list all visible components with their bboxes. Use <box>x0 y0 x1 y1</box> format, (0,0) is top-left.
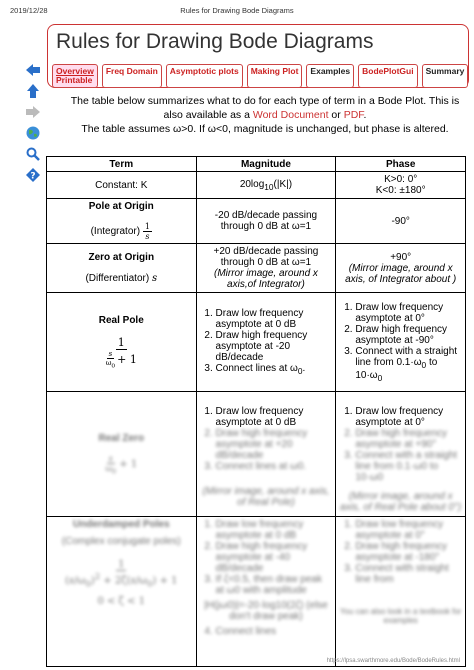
zero-origin-phase-value: +90° <box>390 251 412 263</box>
pole-origin-magnitude: -20 dB/decade passing through 0 dB at ω=1 <box>196 199 336 244</box>
zero-origin-sub: (Differentiator) <box>85 273 150 284</box>
underdamped-mag-note: |H(jω0)|=-20·log10(2ζ) (else don't draw peak) <box>204 600 328 622</box>
print-header-title: Rules for Drawing Bode Diagrams <box>180 6 294 15</box>
zero-origin-term <box>47 244 197 293</box>
zero-origin-mag-rule: +20 dB/decade passing through 0 dB at ω=1 <box>213 246 319 268</box>
real-pole-phase-step-3-sub2: 0 <box>377 372 383 383</box>
real-pole-phase-step-3-to: to 10·ω <box>355 356 438 381</box>
real-pole-phase-step-3-sub: 0 <box>421 359 427 370</box>
underdamped-term-blur <box>50 519 193 607</box>
real-zero-term-blur <box>50 433 193 476</box>
underdamped-mag-steps-2 <box>200 626 333 637</box>
real-pole-phase-step-1: 1. Draw low frequency asymptote at 0° <box>355 302 462 324</box>
underdamped-phase-step-2: 2. Draw high frequency asymptote at -180° <box>355 541 462 563</box>
real-zero-term <box>47 392 197 517</box>
header-phase: Phase <box>336 157 466 172</box>
pdf-link[interactable]: PDF <box>343 109 364 121</box>
real-pole-magnitude <box>196 293 336 392</box>
table-row-real-zero <box>47 392 466 517</box>
real-zero-mag-step-1: 1. Draw low frequency asymptote at 0 dB <box>216 406 333 428</box>
header-term: Term <box>47 157 197 172</box>
real-zero-phase <box>336 392 466 517</box>
underdamped-mag-blur <box>200 519 333 637</box>
intro-line2 <box>60 108 470 122</box>
constant-phase <box>336 172 466 199</box>
pole-origin-phase: -90° <box>336 199 466 244</box>
underdamped-formula: $\frac{1}{(s/\omega_0)^2 + 2\zeta(s/\omega_0) + 1}$ <box>65 559 178 589</box>
underdamped-mag-step-3: 3. If ζ<0.5, then draw peak at ω0 with amplitude <box>216 574 333 596</box>
table-row-real-pole <box>47 293 466 392</box>
real-pole-mag-step-1: 1. Draw low frequency asymptote at 0 dB <box>216 308 333 330</box>
zero-origin-phase <box>336 244 466 293</box>
real-zero-mag-note: (Mirror image, around x axis, of Real Pole) <box>202 486 330 508</box>
print-date: 2019/12/28 <box>10 6 48 15</box>
real-pole-mag-steps <box>200 308 333 376</box>
print-footer-url: https://lpsa.swarthmore.edu/Bode/BodeRules.html <box>326 658 460 664</box>
header-magnitude: Magnitude <box>196 157 336 172</box>
constant-mag-text: 20log <box>239 178 265 190</box>
tab-overview-label: Overview <box>56 66 94 76</box>
tab-making-plot[interactable]: Making Plot <box>247 64 303 88</box>
intro-line2-post: . <box>363 109 367 121</box>
svg-text:?: ? <box>30 171 36 182</box>
intro-line2-pre: also available as a <box>163 109 253 121</box>
real-pole-term <box>47 293 197 392</box>
real-zero-phase-steps <box>339 406 462 483</box>
underdamped-condition: 0 < ζ < 1 <box>97 596 146 608</box>
help-icon[interactable] <box>25 167 41 183</box>
real-pole-phase-step-2: 2. Draw high frequency asymptote at -90° <box>355 324 462 346</box>
real-pole-formula: 1 $\frac{s}{\omega_0}$ + 1 <box>105 335 137 370</box>
real-zero-mag-steps <box>200 406 333 472</box>
tab-bodeplotgui[interactable]: BodePlotGui <box>358 64 417 88</box>
real-zero-phase-step-2: 2. Draw high frequency asymptote at +90° <box>355 428 462 450</box>
real-pole-mag-step-3-sub: 0 <box>297 366 303 376</box>
pole-origin-title: Pole at Origin <box>88 201 154 212</box>
constant-magnitude <box>196 172 336 199</box>
tab-overview[interactable] <box>52 64 98 88</box>
zero-origin-title: Zero at Origin <box>88 252 155 263</box>
tab-asymptotic-plots[interactable]: Asymptotic plots <box>166 64 243 88</box>
underdamped-phase-blur <box>339 519 462 625</box>
real-zero-magnitude <box>196 392 336 517</box>
zero-origin-symbol: s <box>151 273 158 284</box>
tab-bar <box>52 64 468 88</box>
real-zero-mag-step-3: 3. Connect lines at ω0. <box>216 461 333 472</box>
constant-phase-positive: K>0: 0° <box>384 174 418 185</box>
intro-line1: The table below summarizes what to do for each type of term in a Bode Plot. This is <box>70 95 460 107</box>
table-row-zero-origin <box>47 244 466 293</box>
real-pole-mag-step-2: 2. Draw high frequency asymptote at -20 dB/decade <box>216 330 333 363</box>
real-zero-formula: $\frac{s}{\omega_0}$ + 1 <box>105 453 138 476</box>
table-row-underdamped <box>47 517 466 667</box>
search-icon[interactable] <box>25 146 41 162</box>
bode-rules-table <box>46 156 466 667</box>
underdamped-term <box>47 517 197 667</box>
table-row-constant <box>47 172 466 199</box>
page-title: Rules for Drawing Bode Diagrams <box>56 30 374 53</box>
underdamped-sub: (Complex conjugate poles) <box>61 536 181 547</box>
underdamped-mag-step-2: 2. Draw high frequency asymptote at -40 dB/decade <box>216 541 333 574</box>
underdamped-phase <box>336 517 466 667</box>
underdamped-mag-step-4: 4. Connect lines <box>216 626 333 637</box>
word-document-link[interactable]: Word Document <box>252 109 329 121</box>
intro-or: or <box>328 109 344 121</box>
tab-overview-sub: Printable <box>56 75 93 85</box>
constant-term: Constant: K <box>47 172 197 199</box>
real-zero-mag-step-2: 2. Draw high frequency asymptote at +20 dB/decade <box>216 428 333 461</box>
constant-mag-sub: 10 <box>264 181 274 192</box>
zero-origin-magnitude <box>196 244 336 293</box>
real-zero-phase-note: (Mirror image, around x axis, of Real Pole about 0°) <box>340 491 462 513</box>
tab-freq-domain[interactable]: Freq Domain <box>102 64 162 88</box>
real-zero-phase-step-3: 3. Connect with a straight line from 0.1·ω0 to 10·ω0 <box>355 450 462 483</box>
underdamped-title: Underdamped Poles <box>72 519 170 530</box>
underdamped-mag-steps <box>200 519 333 596</box>
underdamped-phase-step-3: 3. Connect with straight line from <box>355 563 462 585</box>
real-zero-title: Real Zero <box>98 432 145 444</box>
real-pole-mag-step-3: 3. Connect lines at $\omega_0$. <box>216 363 333 376</box>
real-pole-title: Real Pole <box>98 314 144 326</box>
pole-origin-formula: $\frac{1}{s}$ <box>144 222 150 241</box>
real-zero-phase-step-1: 1. Draw low frequency asymptote at 0° <box>355 406 462 428</box>
underdamped-mag-step-1: 1. Draw low frequency asymptote at 0 dB <box>216 519 333 541</box>
real-pole-phase <box>336 293 466 392</box>
constant-phase-negative: K<0: ±180° <box>375 185 426 196</box>
underdamped-magnitude <box>196 517 336 667</box>
tab-summary[interactable]: Summary <box>422 64 469 88</box>
constant-mag-post: (|K|) <box>273 178 293 190</box>
real-pole-mag-step-3-text: Connect lines at ω <box>215 363 298 374</box>
tab-examples[interactable]: Examples <box>306 64 354 88</box>
pole-origin-term <box>47 199 197 244</box>
real-pole-phase-step-3-text: Connect with a straight line from 0.1·ω <box>355 345 458 368</box>
pole-origin-sub: (Integrator) <box>90 226 141 238</box>
underdamped-phase-step-1: 1. Draw low frequency asymptote at 0° <box>355 519 462 541</box>
table-header-row <box>47 157 466 172</box>
underdamped-phase-steps <box>339 519 462 585</box>
back-arrow-icon[interactable] <box>25 62 41 78</box>
zero-origin-mag-note: (Mirror image, around x axis,of Integrator) <box>213 268 318 290</box>
underdamped-phase-note: You can also look in a textbook for examples <box>339 607 462 625</box>
up-arrow-icon[interactable] <box>25 83 41 99</box>
table-row-pole-origin <box>47 199 466 244</box>
real-pole-phase-steps <box>339 302 462 383</box>
intro-line3: The table assumes ω>0. If ω<0, magnitude is unchanged, but phase is altered. <box>81 123 449 135</box>
globe-icon[interactable] <box>25 125 41 141</box>
real-pole-phase-step-3 <box>355 346 462 383</box>
forward-arrow-icon[interactable] <box>25 104 41 120</box>
zero-origin-phase-note: (Mirror image, around x axis, of Integrator about ) <box>345 262 457 285</box>
intro-text <box>60 94 470 136</box>
